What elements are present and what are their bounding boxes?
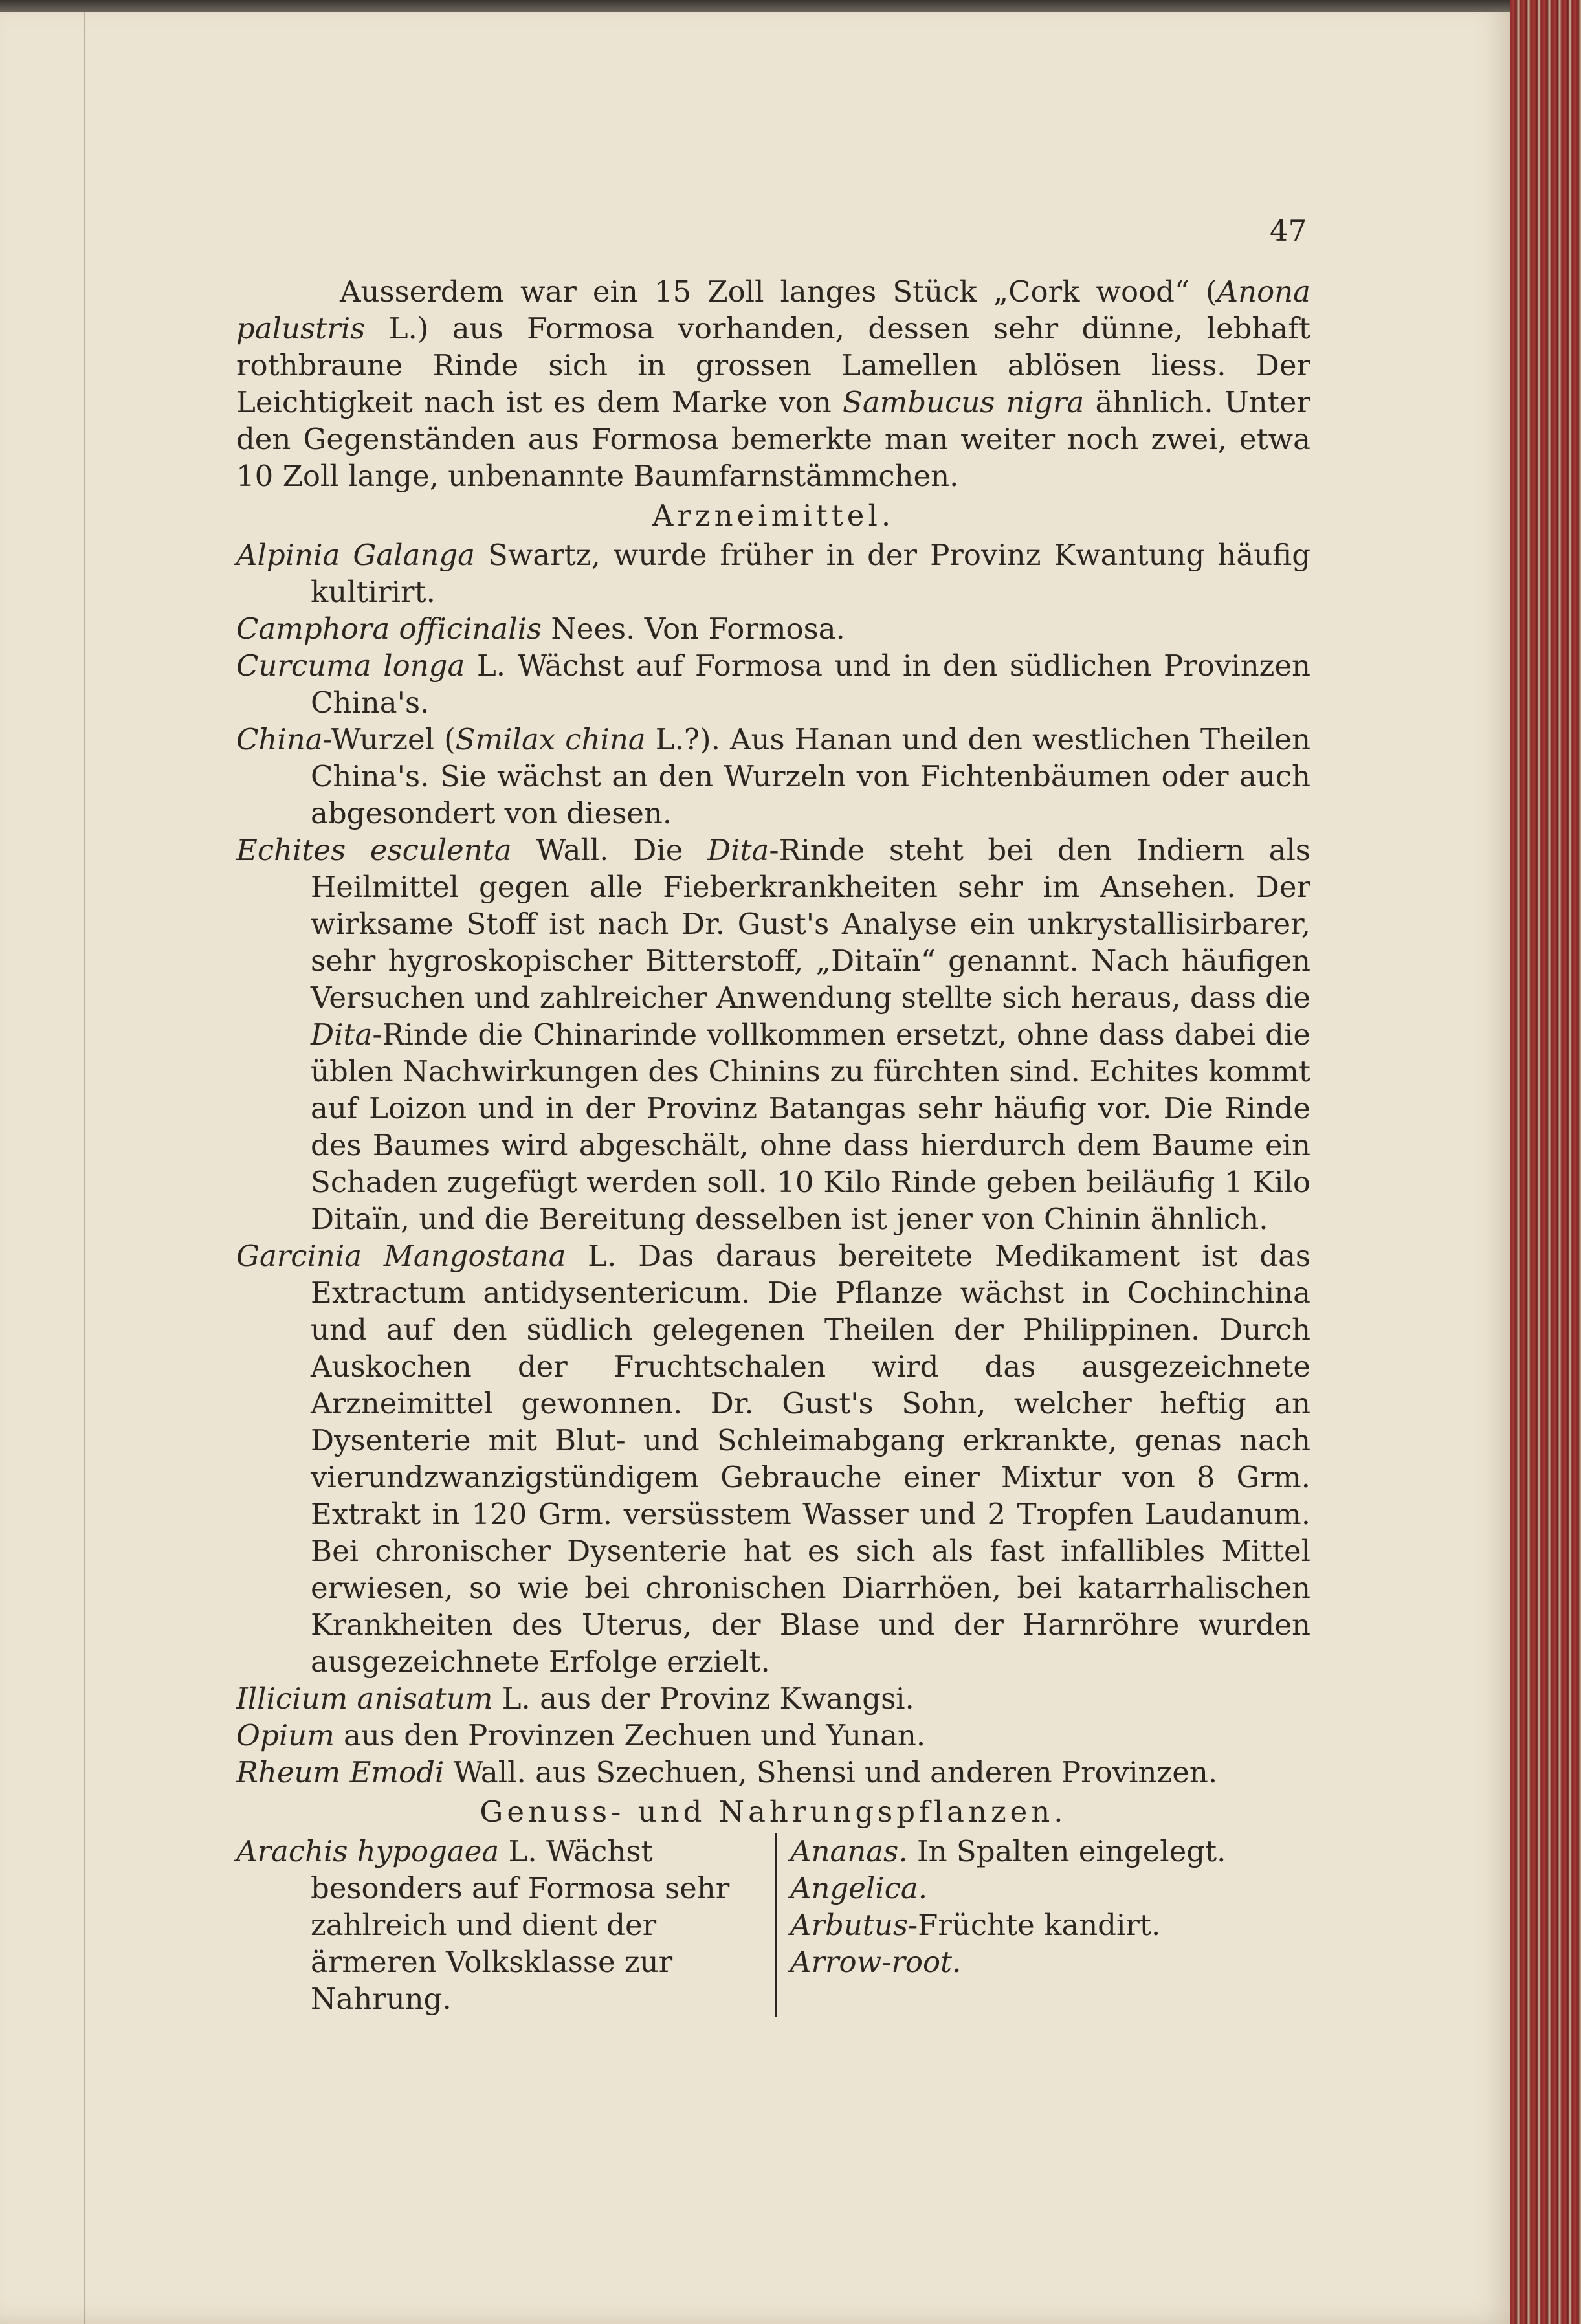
entry-ananas: Ananas. In Spalten eingelegt. — [790, 1834, 1226, 1868]
entry-china: China-Wurzel (Smilax china L.?). Aus Hanan und den westlichen Theilen China's. Sie wächst an den Wurzeln von Fichtenbäumen oder auch abgesondert von diesen. — [236, 722, 1310, 830]
entry-curcuma: Curcuma longa L. Wächst auf Formosa und in den südlichen Provinzen China's. — [236, 648, 1310, 720]
book-edge — [1510, 0, 1581, 2324]
entry-opium: Opium aus den Provinzen Zechuen und Yunan. — [236, 1718, 926, 1753]
entry-illicium: Illicium anisatum L. aus der Provinz Kwangsi. — [236, 1681, 914, 1716]
entry-echites: Echites esculenta Wall. Die Dita-Rinde steht bei den Indiern als Heilmittel gegen alle Fieberkrankheiten sehr im Ansehen. Der wirksame Stoff ist nach Dr. Gust's Analyse ein unkrystallisirbarer, sehr hygroskopischer Bitterstoff, „Ditaïn“ genannt. Nach häufigen Versuchen und zahlreicher Anwendung stellte sich heraus, dass die Dita-Rinde die Chinarinde vollkommen ersetzt, ohne dass dabei die üblen Nachwirkungen des Chinins zu fürchten sind. Echites kommt auf Loizon und in der Provinz Batangas sehr häufig vor. Die Rinde des Baumes wird abgeschält, ohne dass hierdurch dem Baume ein Schaden zugefügt werden soll. 10 Kilo Rinde geben beiläufig 1 Kilo Ditaïn, und die Bereitung desselben ist jener von Chinin ähnlich. — [236, 833, 1310, 1236]
entry-rheum: Rheum Emodi Wall. aus Szechuen, Shensi und anderen Provinzen. — [236, 1755, 1218, 1789]
entry-arbutus: Arbutus-Früchte kandirt. — [790, 1908, 1161, 1942]
entry-garcinia: Garcinia Mangostana L. Das daraus bereitete Medikament ist das Extractum antidysentericum. Die Pflanze wächst in Cochinchina und auf den südlich gelegenen Theilen der Philippinen. Durch Auskochen der Fruchtschalen wird das ausgezeichnete Arzneimittel gewonnen. Dr. Gust's Sohn, welcher heftig an Dysenterie mit Blut- und Schleimabgang erkrankte, genas nach vierundzwanzigstündigem Gebrauche einer Mixtur von 8 Grm. Extrakt in 120 Grm. versüsstem Wasser und 2 Tropfen Laudanum. Bei chronischer Dysenterie hat es sich als fast infallibles Mittel erwiesen, so wie bei chronischen Diarrhöen, bei katarrhalischen Krankheiten des Uterus, der Blase und der Harnröhre wurden ausgezeichnete Erfolge erzielt. — [236, 1239, 1310, 1679]
intro-paragraph: Ausserdem war ein 15 Zoll langes Stück „Cork wood“ (Anona palustris L.) aus Formosa vorhanden, dessen sehr dünne, lebhaft rothbraune Rinde sich in grossen Lamellen ablösen liess. Der Leichtigkeit nach ist es dem Marke von Sambucus nigra ähnlich. Unter den Gegenständen aus Formosa bemerkte man weiter noch zwei, etwa 10 Zoll lange, unbenannte Baumfarnstämmchen. — [236, 274, 1310, 493]
section-heading-arzneimittel: Arzneimittel. — [652, 498, 895, 533]
left-column — [236, 1833, 777, 2017]
entry-arachis: Arachis hypogaea L. Wächst besonders auf Formosa sehr zahlreich und dient der ärmeren Volksklasse zur Nahrung. — [236, 1834, 730, 2016]
page-number: 47 — [1270, 214, 1307, 248]
scan-top-edge — [0, 0, 1581, 12]
two-column-list — [236, 1833, 1310, 2017]
page-gutter — [84, 12, 85, 2324]
page-content — [236, 214, 1310, 2017]
right-column — [777, 1833, 1310, 2017]
entry-camphora: Camphora officinalis Nees. Von Formosa. — [236, 612, 845, 646]
entry-angelica: Angelica. — [790, 1871, 928, 1905]
entry-arrow-root: Arrow-root. — [790, 1945, 962, 1979]
entry-alpinia: Alpinia Galanga Swartz, wurde früher in der Provinz Kwantung häufig kultirirt. — [236, 538, 1310, 609]
section-heading-genuss: Genuss- und Nahrungspflanzen. — [480, 1795, 1067, 1829]
